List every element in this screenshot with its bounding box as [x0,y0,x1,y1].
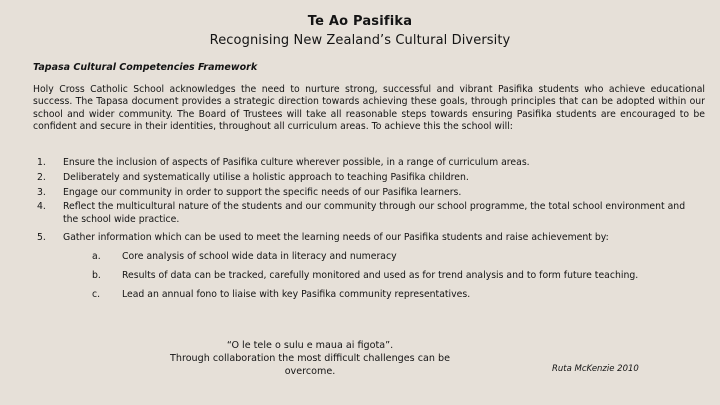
list-number: 2. [37,171,46,183]
list-number: 1. [37,157,46,168]
sublist-item [92,251,703,263]
sublist-item-text: Results of data can be tracked, carefully monitored and used as for trend analysis and to form future teaching. [122,270,639,282]
list-item-text: Reflect the multicultural nature of the students and our community through our school programme, the total school environment and the school wide practice. [63,201,686,225]
list-item [33,157,703,169]
document-title: Te Ao Pasifika [307,14,413,29]
list-item-text: Engage our community in order to support the specific needs of our Pasifika learners. [63,186,462,198]
list-item [33,232,703,302]
closing-quote [150,340,470,378]
list-item [33,172,703,184]
sublist-letter: c. [92,289,101,301]
sublist-item-text: Lead an annual fono to liaise with key Pasifika community representatives. [122,289,471,301]
intro-paragraph: Holy Cross Catholic School acknowledges the need to nurture strong, successful and vibrant Pasifika students who achieve educational success. The Tapasa document provides a strategic direction towards achieving these goals, through principles that can be adopted within our school and wider community. The Board of Trustees will take all reasonable steps towards ensuring Pasifika students are encouraged to be confident and secure in their identities, throughout all curriculum areas. To achieve this the school will: [33,84,705,133]
document-subtitle: Recognising New Zealand’s Cultural Diversity [209,33,511,48]
list-item-text: Ensure the inclusion of aspects of Pasifika culture wherever possible, in a range of curriculum areas. [63,157,530,168]
list-item [33,201,703,226]
quote-translation-line: overcome. [284,365,336,377]
commitments-list [33,157,703,309]
list-item-text: Deliberately and systematically utilise a holistic approach to teaching Pasifika children. [63,171,469,183]
list-item-text: Gather information which can be used to meet the learning needs of our Pasifika students and raise achievement by: [63,232,609,244]
list-number: 5. [37,232,46,244]
sublist-letter: a. [92,250,101,262]
achievement-sublist [63,251,703,302]
list-number: 4. [37,201,46,213]
sublist-item [92,289,703,301]
section-heading: Tapasa Cultural Competencies Framework [33,62,258,73]
quote-translation-line: Through collaboration the most difficult challenges can be [170,352,450,364]
quote-proverb: “O le tele o sulu e maua ai figota”. [226,340,394,351]
list-number: 3. [37,186,46,198]
sublist-item [92,270,703,282]
list-item [33,187,703,199]
sublist-item-text: Core analysis of school wide data in literacy and numeracy [122,250,397,262]
sublist-letter: b. [92,270,101,282]
author-signature: Ruta McKenzie 2010 [552,364,639,374]
